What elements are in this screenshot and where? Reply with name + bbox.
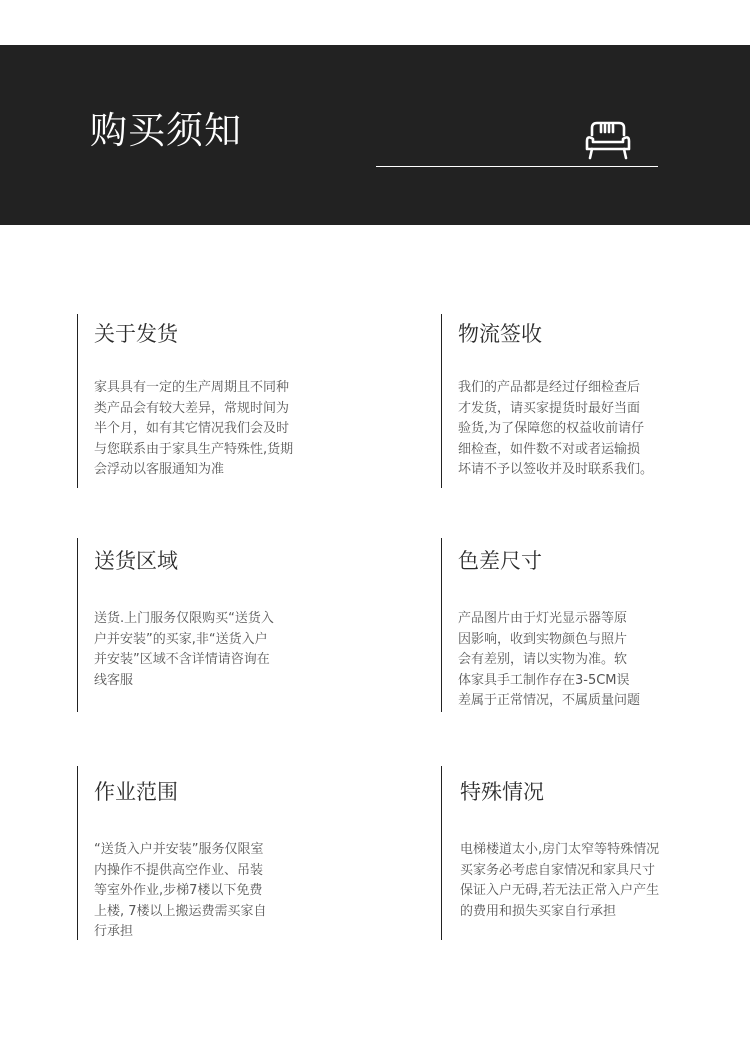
section-special-cases bbox=[441, 766, 702, 940]
section-title: 送货区域 bbox=[94, 549, 178, 573]
section-logistics bbox=[441, 314, 702, 488]
section-title: 特殊情况 bbox=[460, 780, 544, 804]
body-line: 验货,为了保障您的权益收前请仔 bbox=[458, 421, 645, 436]
page-title: 购买须知 bbox=[90, 109, 242, 152]
body-line: 线客服 bbox=[94, 672, 134, 688]
body-line: 半个月，如有其它情况我们会及时 bbox=[94, 421, 290, 436]
header-divider bbox=[376, 166, 658, 167]
body-line: 与您联系由于家具生产特殊性,货期 bbox=[94, 441, 294, 457]
section-body bbox=[460, 840, 659, 922]
body-line: 内操作不提供高空作业、吊装 bbox=[94, 862, 264, 878]
body-line: 才发货，请买家提货时最好当面 bbox=[458, 400, 641, 416]
body-line: 因影响，收到实物颜色与照片 bbox=[458, 631, 628, 647]
section-body bbox=[94, 840, 267, 943]
section-delivery-area bbox=[77, 538, 338, 712]
body-line: 买家务必考虑自家情况和家具尺寸 bbox=[460, 862, 656, 878]
body-line: 会浮动以客服通知为准 bbox=[94, 462, 225, 477]
body-line: 送货.上门服务仅限购买“送货入 bbox=[94, 611, 274, 626]
body-line: 等室外作业,步梯7楼以下免费 bbox=[94, 883, 263, 898]
section-body bbox=[458, 609, 640, 712]
section-color-size bbox=[441, 538, 702, 712]
body-line: 户并安装”的买家,非“送货入户 bbox=[94, 631, 268, 647]
section-shipping bbox=[77, 314, 338, 488]
body-line: 我们的产品都是经过仔细检查后 bbox=[458, 380, 641, 395]
section-title: 物流签收 bbox=[458, 322, 542, 346]
section-body bbox=[94, 378, 293, 481]
body-line: 电梯楼道太小,房门太窄等特殊情况 bbox=[460, 842, 660, 857]
body-line: 上楼, 7楼以上搬运费需买家自 bbox=[94, 903, 267, 919]
body-line: 家具具有一定的生产周期且不同种 bbox=[94, 380, 290, 395]
section-service-scope bbox=[77, 766, 338, 940]
body-line: “送货入户并安装”服务仅限室 bbox=[94, 842, 264, 857]
body-line: 类产品会有较大差异，常规时间为 bbox=[94, 400, 290, 416]
body-line: 的费用和损失买家自行承担 bbox=[460, 903, 617, 919]
body-line: 保证入户无碍,若无法正常入户产生 bbox=[460, 883, 660, 898]
section-title: 色差尺寸 bbox=[458, 549, 542, 573]
section-title: 关于发货 bbox=[94, 322, 178, 346]
body-line: 坏请不予以签收并及时联系我们。 bbox=[458, 462, 654, 477]
body-line: 会有差别，请以实物为准。软 bbox=[458, 652, 628, 667]
body-line: 行承担 bbox=[94, 924, 134, 939]
section-body bbox=[458, 378, 653, 481]
sofa-icon bbox=[584, 119, 632, 161]
section-title: 作业范围 bbox=[94, 780, 178, 804]
body-line: 体家具手工制作存在3-5CM误 bbox=[458, 672, 630, 688]
body-line: 并安装”区域不含详情请咨询在 bbox=[94, 652, 270, 667]
body-line: 细检查，如件数不对或者运输损 bbox=[458, 441, 641, 457]
body-line: 产品图片由于灯光显示器等原 bbox=[458, 611, 628, 626]
body-line: 差属于正常情况，不属质量问题 bbox=[458, 693, 641, 708]
section-body bbox=[94, 609, 274, 691]
